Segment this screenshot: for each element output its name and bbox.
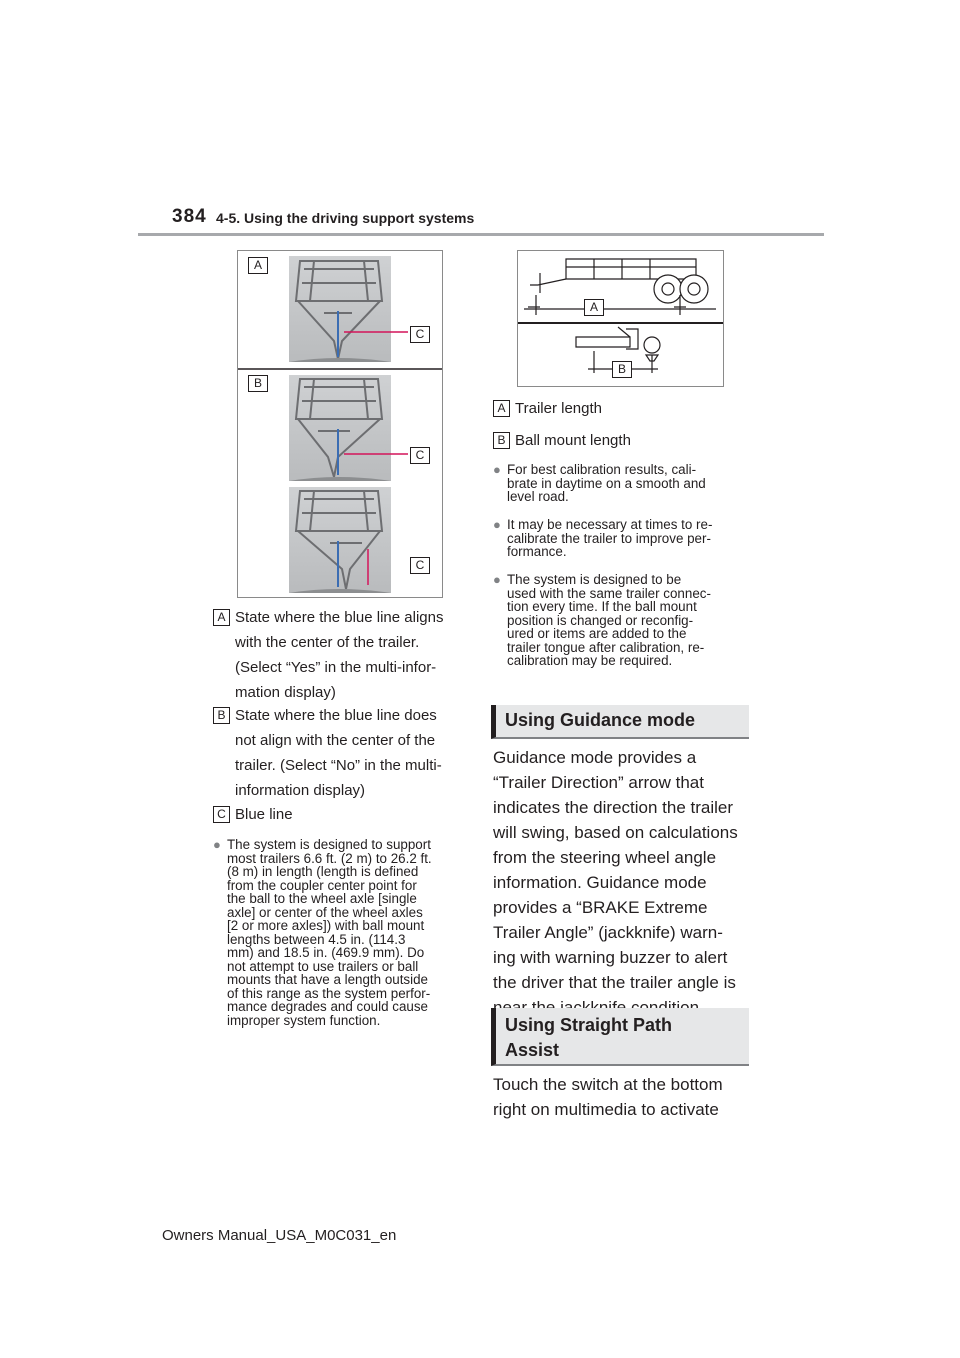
bullet-icon: ●: [493, 572, 501, 587]
bullet-icon: ●: [493, 517, 501, 532]
camera-view-figure: [237, 250, 443, 598]
bullet-trailer-range: [213, 838, 473, 1038]
legend-item-b: [213, 703, 473, 803]
legend-text: Ball mount length: [515, 432, 631, 449]
bullet-icon: ●: [493, 462, 501, 477]
trailer-dimension-figure: [517, 250, 724, 387]
figure-label-c-1: C: [410, 326, 430, 343]
legend-text: State where the blue line aligns with the center of the trailer. (Select “Yes” in the multi-infor- mation display): [235, 609, 444, 701]
footer-doc-id: Owners Manual_USA_M0C031_en: [162, 1227, 397, 1244]
bullet-text: It may be necessary at times to re- calibrate the trailer to improve per- formance.: [507, 517, 713, 559]
bullet-icon: ●: [213, 837, 221, 852]
bullet-calibration-daytime: [493, 463, 755, 505]
legend-text: Trailer length: [515, 400, 602, 417]
legend-badge: B: [493, 432, 510, 449]
bullet-same-connection: [493, 573, 755, 669]
figure-label-b: B: [248, 375, 268, 392]
legend-item-a: [213, 605, 473, 705]
figure-label-c-3: C: [410, 557, 430, 574]
bullet-text: For best calibration results, cali- brate in daytime on a smooth and level road.: [507, 462, 706, 504]
legend-trailer-length: [493, 396, 753, 421]
figure-label-a: A: [584, 299, 604, 316]
page-number: 384: [172, 206, 207, 227]
bullet-text: The system is designed to support most trailers 6.6 ft. (2 m) to 26.2 ft. (8 m) in length (length is defined from the coupler center point for the ball to the wheel axle [single axle] or center of the wheel axles [2 or more axles]) with ball mount lengths between 4.5 in. (114.3 mm) and 18.5 in. (469.9 mm). Do not attempt to use trailers or ball mounts that have a length outside of this range as the system perfor- mance degrades and could cause improper system function.: [227, 837, 432, 1028]
legend-text: Blue line: [235, 806, 293, 823]
bullet-text: The system is designed to be used with the same trailer connec- tion every time. If the ball mount position is changed or reconfig- ured or items are added to the trailer tongue after calibration, re- calibration may be required.: [507, 572, 711, 668]
legend-badge: A: [493, 400, 510, 417]
legend-text: State where the blue line does not align with the center of the trailer. (Select “No” in the multi- information display): [235, 707, 442, 799]
straight-path-body: Touch the switch at the bottom right on multimedia to activate: [493, 1075, 723, 1119]
guidance-body: Guidance mode provides a “Trailer Direction” arrow that indicates the direction the trailer will swing, based on calculations from the steering wheel angle information. Guidance mode provides a “BRAKE Extreme Trailer Angle” (jackknife) warn- ing with warning buzzer to alert the driver that the trailer angle is: [493, 748, 738, 992]
legend-badge: A: [213, 609, 230, 626]
heading-guidance-mode: [491, 705, 749, 739]
bullet-recalibrate: [493, 518, 755, 560]
legend-ball-mount-length: [493, 428, 753, 453]
header-rule: [138, 233, 824, 236]
heading-text: Using Straight Path Assist: [505, 1015, 673, 1060]
figure-label-a: A: [248, 257, 268, 274]
figure-label-b: B: [612, 361, 632, 378]
legend-item-c: [213, 802, 473, 827]
heading-straight-path-assist: [491, 1008, 749, 1066]
camera-view-illustration: [238, 251, 442, 597]
heading-text: Using Guidance mode: [505, 710, 696, 730]
legend-badge: B: [213, 707, 230, 724]
camera-panel-b2: [289, 487, 391, 593]
legend-badge: C: [213, 806, 230, 823]
figure-label-c-2: C: [410, 447, 430, 464]
section-title: 4-5. Using the driving support systems: [216, 210, 475, 226]
